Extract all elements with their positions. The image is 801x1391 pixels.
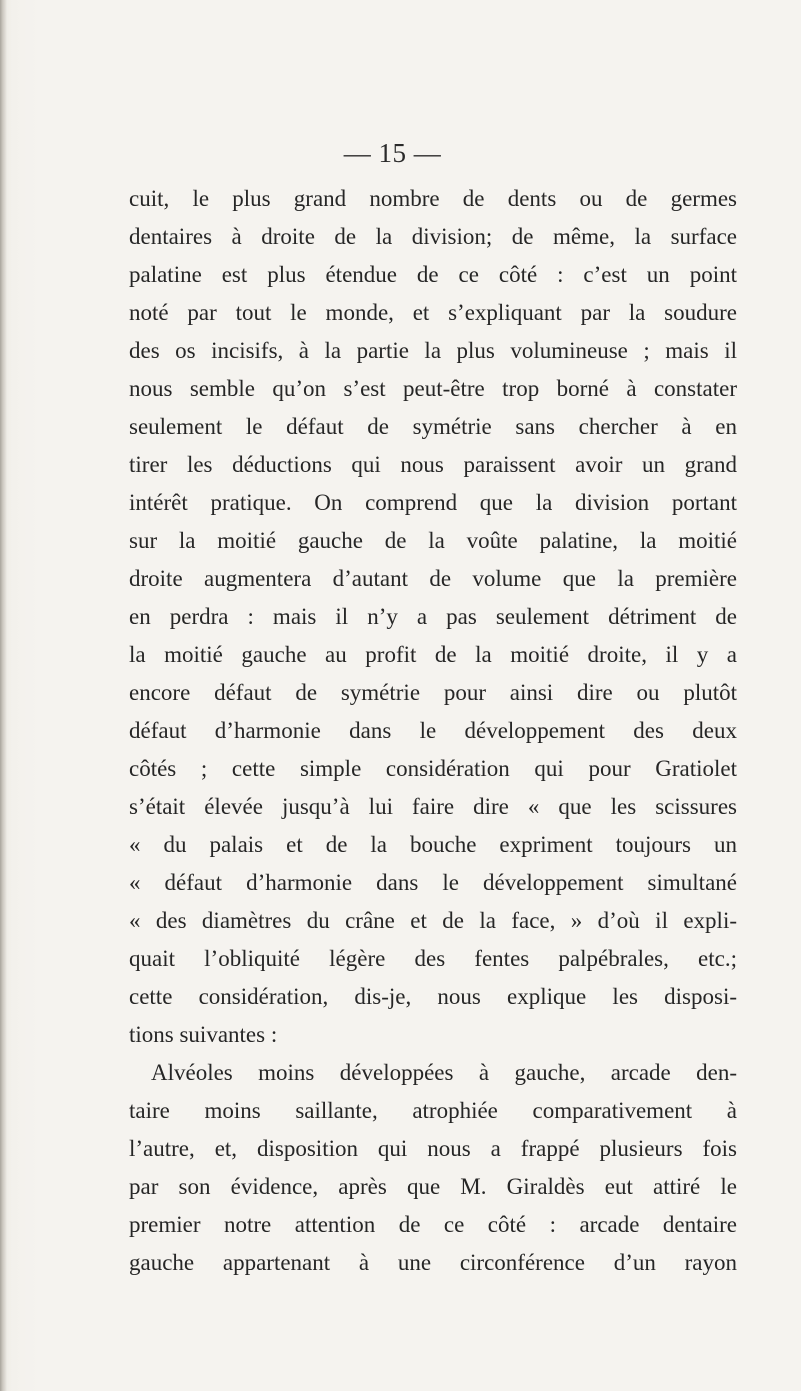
text-line: s’était élevée jusqu’à lui faire dire « que les scissures	[129, 794, 737, 819]
text-line: quait l’obliquité légère des fentes palpébrales, etc.;	[129, 946, 737, 971]
text-line: tirer les déductions qui nous paraissent avoir un grand	[129, 452, 737, 477]
text-line: seulement le défaut de symétrie sans chercher à en	[129, 414, 737, 439]
text-line: tions suivantes :	[129, 1022, 278, 1047]
text-line: cette considération, dis-je, nous explique les disposi-	[129, 984, 737, 1009]
text-line: premier notre attention de ce côté : arcade dentaire	[129, 1212, 737, 1237]
text-line: la moitié gauche au profit de la moitié droite, il y a	[129, 642, 737, 667]
text-line: « du palais et de la bouche expriment toujours un	[129, 832, 737, 857]
text-line: taire moins saillante, atrophiée comparativement à	[129, 1098, 737, 1123]
page-number: — 15 —	[343, 138, 442, 168]
text-line: droite augmentera d’autant de volume que la première	[129, 566, 737, 591]
text-line: palatine est plus étendue de ce côté : c’est un point	[129, 262, 737, 287]
text-line: l’autre, et, disposition qui nous a frappé plusieurs fois	[129, 1136, 737, 1161]
text-line: encore défaut de symétrie pour ainsi dire ou plutôt	[129, 680, 737, 705]
text-line: nous semble qu’on s’est peut-être trop borné à constater	[129, 376, 737, 401]
body-text	[129, 180, 737, 1282]
text-line: dentaires à droite de la division; de même, la surface	[129, 224, 737, 249]
text-line: en perdra : mais il n’y a pas seulement détriment de	[129, 604, 737, 629]
text-line: intérêt pratique. On comprend que la division portant	[129, 490, 737, 515]
text-line: côtés ; cette simple considération qui pour Gratiolet	[129, 756, 737, 781]
text-line: Alvéoles moins développées à gauche, arcade den-	[151, 1060, 737, 1085]
text-line: par son évidence, après que M. Giraldès eut attiré le	[129, 1174, 737, 1199]
text-line: défaut d’harmonie dans le développement des deux	[129, 718, 737, 743]
text-line: noté par tout le monde, et s’expliquant par la soudure	[129, 300, 737, 325]
text-line: gauche appartenant à une circonférence d’un rayon	[129, 1250, 737, 1275]
text-line: « des diamètres du crâne et de la face, » d’où il expli-	[129, 908, 737, 933]
text-line: des os incisifs, à la partie la plus volumineuse ; mais il	[129, 338, 737, 363]
page-edge-shadow	[0, 0, 7, 1391]
text-line: cuit, le plus grand nombre de dents ou de germes	[129, 186, 737, 211]
text-line: sur la moitié gauche de la voûte palatine, la moitié	[129, 528, 737, 553]
text-line: « défaut d’harmonie dans le développement simultané	[129, 870, 737, 895]
